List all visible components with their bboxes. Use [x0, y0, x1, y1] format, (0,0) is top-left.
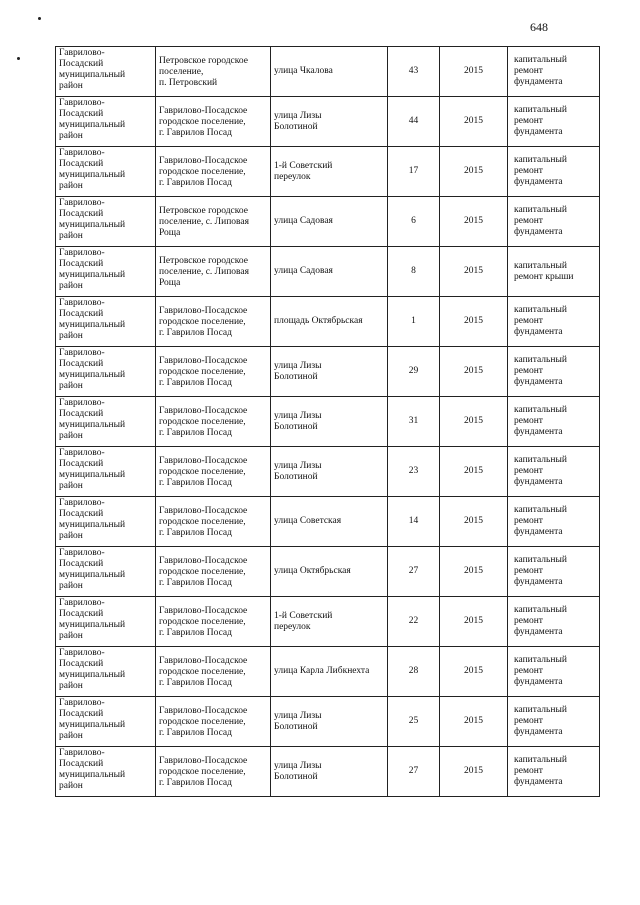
scan-speck	[38, 17, 41, 20]
table-row	[56, 397, 600, 447]
district-cell: Гаврилово- Посадский муниципальный район	[56, 547, 156, 597]
settlement-cell: Гаврилово-Посадское городское поселение, г. Гаврилов Посад	[156, 447, 271, 497]
table-row	[56, 497, 600, 547]
work-type-cell: капитальный ремонт фундамента	[508, 697, 600, 747]
work-type-cell: капитальный ремонт фундамента	[508, 47, 600, 97]
table-row	[56, 597, 600, 647]
register-table-body	[56, 47, 600, 797]
work-type-cell: капитальный ремонт фундамента	[508, 97, 600, 147]
table-row	[56, 197, 600, 247]
year-cell: 2015	[440, 597, 508, 647]
year-cell: 2015	[440, 697, 508, 747]
work-type-cell: капитальный ремонт крыши	[508, 247, 600, 297]
year-cell: 2015	[440, 97, 508, 147]
year-cell: 2015	[440, 347, 508, 397]
district-cell: Гаврилово- Посадский муниципальный район	[56, 497, 156, 547]
house-number-cell: 44	[388, 97, 440, 147]
year-cell: 2015	[440, 547, 508, 597]
street-cell: 1-й Советский переулок	[271, 597, 388, 647]
year-cell: 2015	[440, 497, 508, 547]
work-type-cell: капитальный ремонт фундамента	[508, 297, 600, 347]
settlement-cell: Гаврилово-Посадское городское поселение, г. Гаврилов Посад	[156, 397, 271, 447]
street-cell: 1-й Советский переулок	[271, 147, 388, 197]
district-cell: Гаврилово- Посадский муниципальный район	[56, 97, 156, 147]
street-cell: улица Садовая	[271, 247, 388, 297]
street-cell: улица Октябрьская	[271, 547, 388, 597]
settlement-cell: Гаврилово-Посадское городское поселение, г. Гаврилов Посад	[156, 597, 271, 647]
settlement-cell: Гаврилово-Посадское городское поселение, г. Гаврилов Посад	[156, 97, 271, 147]
house-number-cell: 28	[388, 647, 440, 697]
settlement-cell: Гаврилово-Посадское городское поселение, г. Гаврилов Посад	[156, 147, 271, 197]
work-type-cell: капитальный ремонт фундамента	[508, 147, 600, 197]
year-cell: 2015	[440, 747, 508, 797]
house-number-cell: 43	[388, 47, 440, 97]
table-row	[56, 447, 600, 497]
house-number-cell: 8	[388, 247, 440, 297]
table-row	[56, 347, 600, 397]
street-cell: улица Лизы Болотиной	[271, 747, 388, 797]
settlement-cell: Гаврилово-Посадское городское поселение, г. Гаврилов Посад	[156, 297, 271, 347]
scan-speck	[17, 57, 20, 60]
year-cell: 2015	[440, 397, 508, 447]
table-row	[56, 247, 600, 297]
street-cell: улица Карла Либкнехта	[271, 647, 388, 697]
settlement-cell: Петровское городское поселение, с. Липовая Роща	[156, 197, 271, 247]
page-number: 648	[530, 20, 548, 34]
district-cell: Гаврилово- Посадский муниципальный район	[56, 697, 156, 747]
district-cell: Гаврилово- Посадский муниципальный район	[56, 247, 156, 297]
work-type-cell: капитальный ремонт фундамента	[508, 597, 600, 647]
table-row	[56, 97, 600, 147]
house-number-cell: 1	[388, 297, 440, 347]
settlement-cell: Гаврилово-Посадское городское поселение, г. Гаврилов Посад	[156, 347, 271, 397]
settlement-cell: Гаврилово-Посадское городское поселение, г. Гаврилов Посад	[156, 547, 271, 597]
district-cell: Гаврилово- Посадский муниципальный район	[56, 197, 156, 247]
year-cell: 2015	[440, 447, 508, 497]
street-cell: улица Лизы Болотиной	[271, 97, 388, 147]
settlement-cell: Гаврилово-Посадское городское поселение, г. Гаврилов Посад	[156, 697, 271, 747]
settlement-cell: Петровское городское поселение, с. Липовая Роща	[156, 247, 271, 297]
work-type-cell: капитальный ремонт фундамента	[508, 497, 600, 547]
settlement-cell: Гаврилово-Посадское городское поселение, г. Гаврилов Посад	[156, 497, 271, 547]
work-type-cell: капитальный ремонт фундамента	[508, 547, 600, 597]
work-type-cell: капитальный ремонт фундамента	[508, 647, 600, 697]
district-cell: Гаврилово- Посадский муниципальный район	[56, 597, 156, 647]
district-cell: Гаврилово- Посадский муниципальный район	[56, 647, 156, 697]
table-row	[56, 697, 600, 747]
house-number-cell: 17	[388, 147, 440, 197]
house-number-cell: 31	[388, 397, 440, 447]
house-number-cell: 6	[388, 197, 440, 247]
year-cell: 2015	[440, 47, 508, 97]
district-cell: Гаврилово- Посадский муниципальный район	[56, 747, 156, 797]
table-row	[56, 547, 600, 597]
street-cell: улица Лизы Болотиной	[271, 397, 388, 447]
street-cell: улица Лизы Болотиной	[271, 447, 388, 497]
house-number-cell: 29	[388, 347, 440, 397]
work-type-cell: капитальный ремонт фундамента	[508, 397, 600, 447]
work-type-cell: капитальный ремонт фундамента	[508, 447, 600, 497]
district-cell: Гаврилово- Посадский муниципальный район	[56, 147, 156, 197]
street-cell: улица Лизы Болотиной	[271, 697, 388, 747]
district-cell: Гаврилово- Посадский муниципальный район	[56, 347, 156, 397]
repair-register-table	[55, 46, 600, 797]
table-row	[56, 147, 600, 197]
settlement-cell: Гаврилово-Посадское городское поселение, г. Гаврилов Посад	[156, 747, 271, 797]
house-number-cell: 14	[388, 497, 440, 547]
table-row	[56, 297, 600, 347]
year-cell: 2015	[440, 297, 508, 347]
year-cell: 2015	[440, 197, 508, 247]
settlement-cell: Петровское городское поселение, п. Петровский	[156, 47, 271, 97]
street-cell: улица Садовая	[271, 197, 388, 247]
year-cell: 2015	[440, 647, 508, 697]
work-type-cell: капитальный ремонт фундамента	[508, 347, 600, 397]
table-row	[56, 47, 600, 97]
house-number-cell: 23	[388, 447, 440, 497]
year-cell: 2015	[440, 247, 508, 297]
work-type-cell: капитальный ремонт фундамента	[508, 747, 600, 797]
table-row	[56, 647, 600, 697]
work-type-cell: капитальный ремонт фундамента	[508, 197, 600, 247]
street-cell: площадь Октябрьская	[271, 297, 388, 347]
table-row	[56, 747, 600, 797]
street-cell: улица Чкалова	[271, 47, 388, 97]
year-cell: 2015	[440, 147, 508, 197]
house-number-cell: 27	[388, 547, 440, 597]
settlement-cell: Гаврилово-Посадское городское поселение, г. Гаврилов Посад	[156, 647, 271, 697]
district-cell: Гаврилово- Посадский муниципальный район	[56, 397, 156, 447]
district-cell: Гаврилово- Посадский муниципальный район	[56, 47, 156, 97]
district-cell: Гаврилово- Посадский муниципальный район	[56, 297, 156, 347]
street-cell: улица Лизы Болотиной	[271, 347, 388, 397]
house-number-cell: 22	[388, 597, 440, 647]
house-number-cell: 27	[388, 747, 440, 797]
district-cell: Гаврилово- Посадский муниципальный район	[56, 447, 156, 497]
street-cell: улица Советская	[271, 497, 388, 547]
house-number-cell: 25	[388, 697, 440, 747]
